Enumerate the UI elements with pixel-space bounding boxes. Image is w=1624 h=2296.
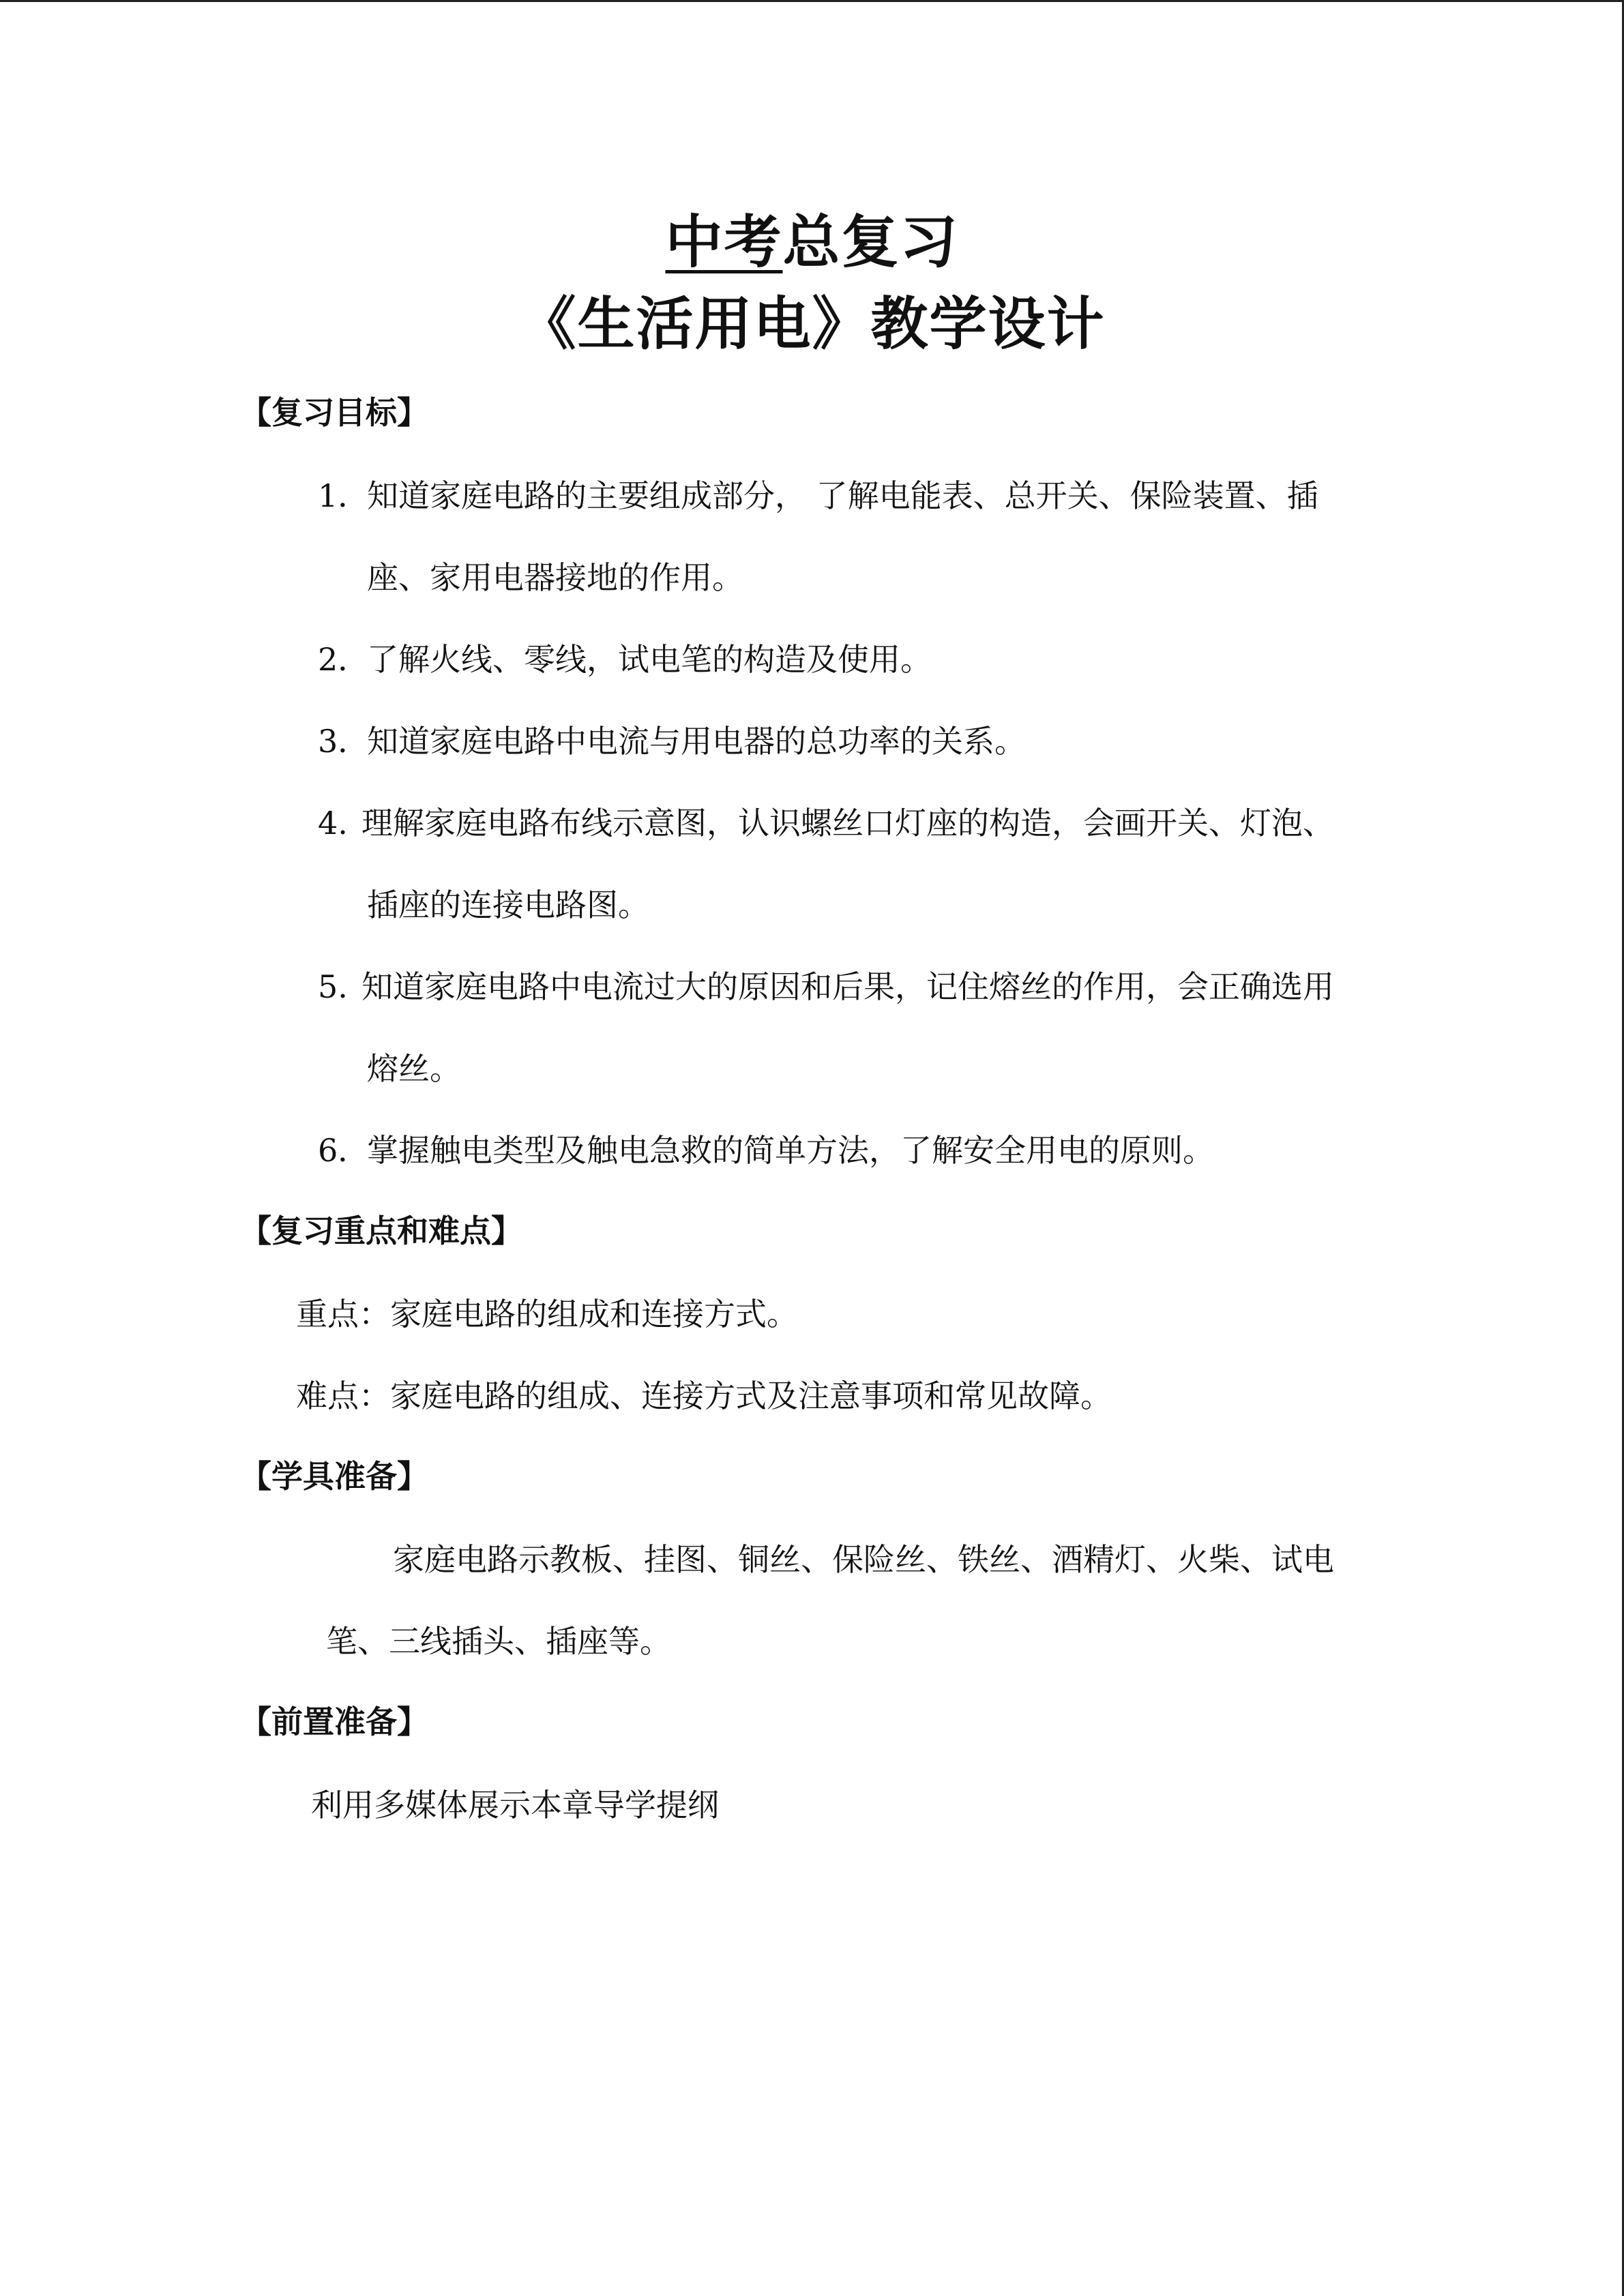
objective-item-4 — [318, 803, 1334, 844]
difficulty-text: 难点：家庭电路的组成、连接方式及注意事项和常见故障。 — [296, 1377, 1112, 1414]
objective-item-6-num: 6． — [318, 1132, 370, 1169]
objective-item-1-continued: 座、家用电器接地的作用。 — [367, 559, 743, 596]
materials-heading: 【学具准备】 — [240, 1458, 428, 1495]
objective-item-5 — [318, 966, 1334, 1007]
objectives-heading: 【复习目标】 — [240, 394, 428, 431]
objective-item-6-text: 掌握触电类型及触电急救的简单方法，了解安全用电的原则。 — [367, 1132, 1214, 1169]
objective-item-1-text: 知道家庭电路的主要组成部分， 了解电能表、总开关、保险装置、插 — [367, 477, 1318, 514]
objective-item-2-text: 了解火线、零线，试电笔的构造及使用。 — [367, 641, 932, 678]
objective-item-3 — [318, 721, 1026, 762]
key-points-heading: 【复习重点和难点】 — [240, 1212, 522, 1249]
objective-item-1 — [318, 475, 1318, 516]
objective-item-6 — [318, 1130, 1214, 1171]
objective-item-1-num: 1． — [318, 477, 370, 514]
focus-text: 重点：家庭电路的组成和连接方式。 — [296, 1296, 798, 1332]
objective-item-4-continued: 插座的连接电路图。 — [367, 886, 649, 923]
page-top-border — [0, 0, 1624, 2]
objective-item-5-continued: 熔丝。 — [367, 1050, 461, 1087]
preparation-heading: 【前置准备】 — [240, 1703, 428, 1740]
preparation-text: 利用多媒体展示本章导学提纲 — [311, 1787, 719, 1823]
title-rest-text: 总复习 — [782, 209, 959, 275]
objective-item-3-num: 3． — [318, 723, 370, 760]
materials-text-line-2: 笔、三线插头、插座等。 — [326, 1623, 671, 1660]
materials-text-line-1: 家庭电路示教板、挂图、铜丝、保险丝、铁丝、酒精灯、火柴、试电 — [393, 1541, 1334, 1578]
title-line-2: 《生活用电》教学设计 — [518, 290, 1106, 357]
title-line-1 — [0, 205, 1624, 280]
objective-item-5-text: 知道家庭电路中电流过大的原因和后果，记住熔丝的作用，会正确选用 — [361, 968, 1334, 1005]
objective-item-3-text: 知道家庭电路中电流与用电器的总功率的关系。 — [367, 723, 1026, 760]
objective-item-4-text: 理解家庭电路布线示意图，认识螺丝口灯座的构造，会画开关、灯泡、 — [361, 805, 1334, 841]
objective-item-4-num: 4. — [318, 805, 348, 841]
objective-item-5-num: 5. — [318, 968, 348, 1005]
objective-item-2 — [318, 639, 932, 680]
title-underlined-text: 中考 — [665, 209, 783, 275]
objective-item-2-num: 2． — [318, 641, 370, 678]
